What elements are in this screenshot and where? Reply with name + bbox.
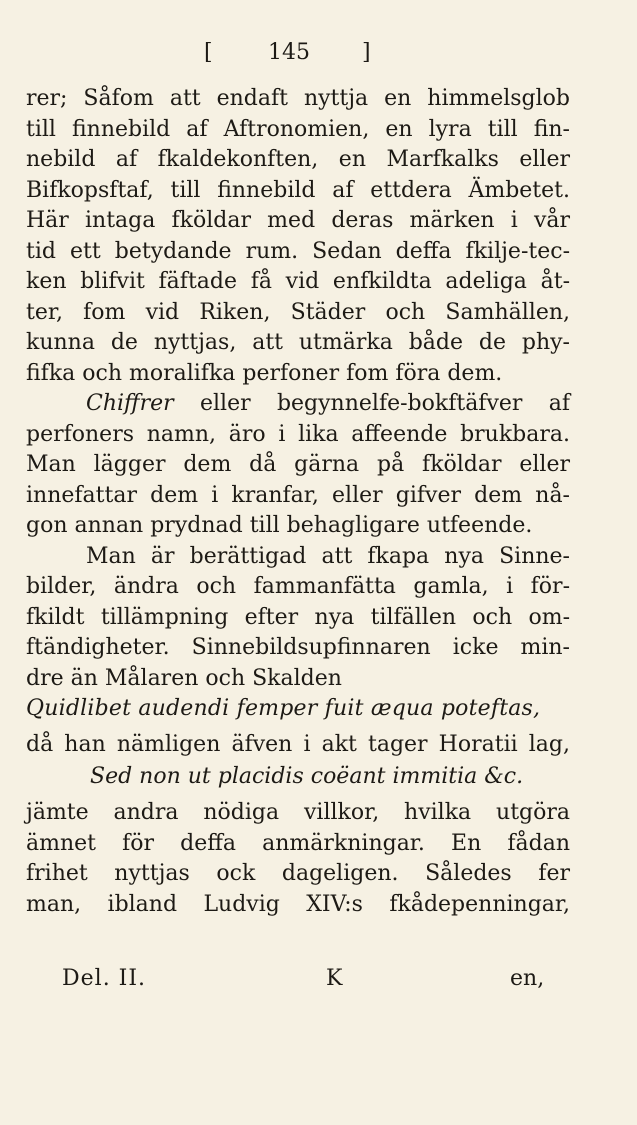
text-line: Här intaga fköldar med deras märken i vår — [26, 208, 570, 233]
text-line: Bifkopsftaf, till finnebild af ettdera Ämbetet. — [26, 177, 570, 203]
text-line: nebild af fkaldekonften, en Marfkalks eller — [26, 147, 570, 172]
text-line: Man är berättigad att fkapa nya Sinne- — [86, 543, 570, 569]
signature-mark: K — [326, 966, 343, 991]
text-line: kunna de nyttjas, att utmärka både de phy- — [26, 330, 570, 355]
header-bracket-right: ] — [362, 40, 371, 65]
text-line: till finnebild af Aftronomien, en lyra till fin- — [26, 116, 570, 142]
text-line: fkildt tillämpning efter nya tilfällen och om- — [26, 604, 570, 630]
paragraph-2 — [26, 389, 570, 542]
page-body — [26, 84, 570, 920]
section-mark: Del. II. — [62, 966, 147, 991]
latin-quote-1: Quidlibet audendi femper fuit æqua poteftas, — [26, 696, 541, 721]
paragraph-1 — [26, 84, 570, 389]
text-line: jämte andra nödiga villkor, hvilka utgöra — [26, 800, 570, 825]
text-line: gon annan prydnad till behagligare utfeende. — [26, 513, 533, 538]
text-line: rer; Såfom att endaft nyttja en himmelsglob — [26, 86, 570, 111]
text-line: ämnet för deffa anmärkningar. En fådan — [26, 830, 570, 856]
text-fragment: eller begynnelfe-bokftäfver af — [173, 391, 570, 416]
text-line: tid ett betydande rum. Sedan deffa fkilje-tec- — [26, 238, 570, 264]
paragraph-3 — [26, 542, 570, 695]
catchword: en, — [510, 966, 545, 991]
text-line: fifka och moralifka perfoner fom föra dem. — [26, 360, 503, 386]
text-line: ken blifvit fäftade få vid enfkildta adeliga åt- — [26, 269, 570, 294]
text-line: Man lägger dem då gärna på fköldar eller — [26, 452, 570, 477]
header-bracket-left: [ — [204, 40, 213, 65]
text-line: perfoners namn, äro i lika affeende brukbara. — [26, 421, 570, 447]
latin-quote-2: Sed non ut placidis coëant immitia &c. — [90, 764, 524, 789]
text-line: ftändigheter. Sinnebildsupfinnaren icke min- — [26, 635, 570, 660]
text-line: bilder, ändra och fammanfätta gamla, i för- — [26, 574, 570, 599]
text-line: ter, fom vid Riken, Städer och Samhällen, — [26, 299, 570, 325]
paragraph-4 — [26, 798, 570, 920]
italic-term: Chiffrer — [86, 391, 174, 416]
text-line: frihet nyttjas ock dageligen. Således fer — [26, 861, 570, 886]
text-line: innefattar dem i kranfar, eller gifver dem nå- — [26, 482, 570, 508]
text-line: då han nämligen äfven i akt tager Horatii lag, — [26, 732, 570, 757]
page-footer — [62, 964, 574, 994]
page-header — [0, 38, 637, 68]
text-line: dre än Målaren och Skalden — [26, 665, 342, 691]
page-number: 145 — [268, 40, 310, 65]
text-line — [26, 389, 570, 420]
text-line: man, ibland Ludvig XIV:s fkådepenningar, — [26, 891, 570, 917]
